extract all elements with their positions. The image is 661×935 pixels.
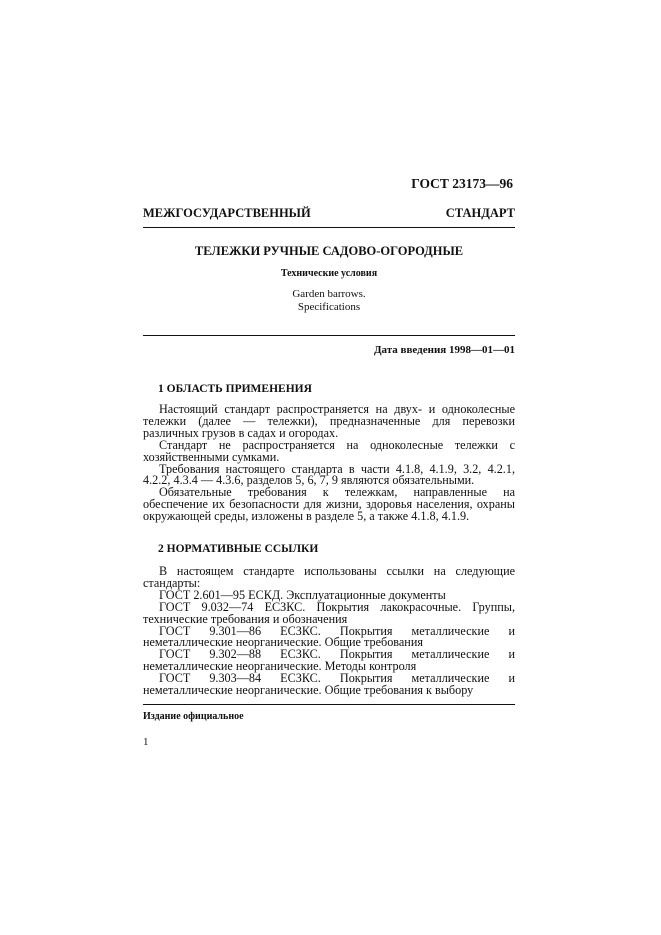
section-body-references (143, 566, 515, 697)
english-title-line: Specifications (297, 301, 361, 313)
reference-item: ГОСТ 2.601—95 ЕСКД. Эксплуатационные документы (159, 587, 446, 602)
header-divider (143, 227, 515, 228)
reference-item: ГОСТ 9.302—88 ЕСЗКС. Покрытия металлические и неметаллические неорганические. Методы контроля (143, 647, 515, 674)
page-number: 1 (143, 736, 149, 748)
paragraph: Требования настоящего стандарта в части 4.1.8, 4.1.9, 3.2, 4.2.1, 4.2.2, 4.3.4 — 4.3.6, разделов 5, 6, 7, 9 являются обязательными. (143, 461, 515, 488)
interstate-standard-label (143, 206, 515, 221)
introduction-date: Дата введения 1998—01—01 (373, 344, 515, 356)
document-title: ТЕЛЕЖКИ РУЧНЫЕ САДОВО-ОГОРОДНЫЕ (194, 244, 464, 258)
gost-number: ГОСТ 23173—96 (411, 176, 513, 191)
paragraph: Стандарт не распространяется на одноколесные тележки с хозяйственными сумками. (143, 437, 515, 464)
english-title (143, 288, 515, 314)
reference-item: ГОСТ 9.301—86 ЕСЗКС. Покрытия металлические и неметаллические неорганические. Общие требования (143, 623, 515, 650)
paragraph: Обязательные требования к тележкам, направленные на обеспечение их безопасности для жизни, здоровья населения, охраны окружающей среды, изложены в разделе 5, а также 4.1.8, 4.1.9. (143, 485, 515, 524)
reference-item: ГОСТ 9.032—74 ЕСЗКС. Покрытия лакокрасочные. Группы, технические требования и обозначения (143, 599, 515, 626)
document-subtitle: Технические условия (280, 268, 378, 279)
interstate-word: МЕЖГОСУДАРСТВЕННЫЙ (143, 206, 311, 220)
footer-divider (143, 704, 515, 705)
reference-item: ГОСТ 9.303—84 ЕСЗКС. Покрытия металлические и неметаллические неорганические. Общие требования к выбору (143, 671, 515, 698)
title-divider (143, 335, 515, 336)
section-body-scope (143, 404, 515, 523)
section-heading-scope: 1 ОБЛАСТЬ ПРИМЕНЕНИЯ (158, 383, 312, 395)
official-edition-label: Издание официальное (143, 711, 244, 722)
paragraph: В настоящем стандарте использованы ссылки на следующие стандарты: (143, 564, 515, 590)
section-heading-references: 2 НОРМАТИВНЫЕ ССЫЛКИ (158, 543, 319, 555)
english-title-line: Garden barrows. (292, 288, 366, 300)
paragraph: Настоящий стандарт распространяется на двух- и одноколесные тележки (далее — тележки), предназначенные для перевозки различных грузов в садах и огородах. (143, 402, 515, 440)
standard-word: СТАНДАРТ (445, 206, 515, 220)
